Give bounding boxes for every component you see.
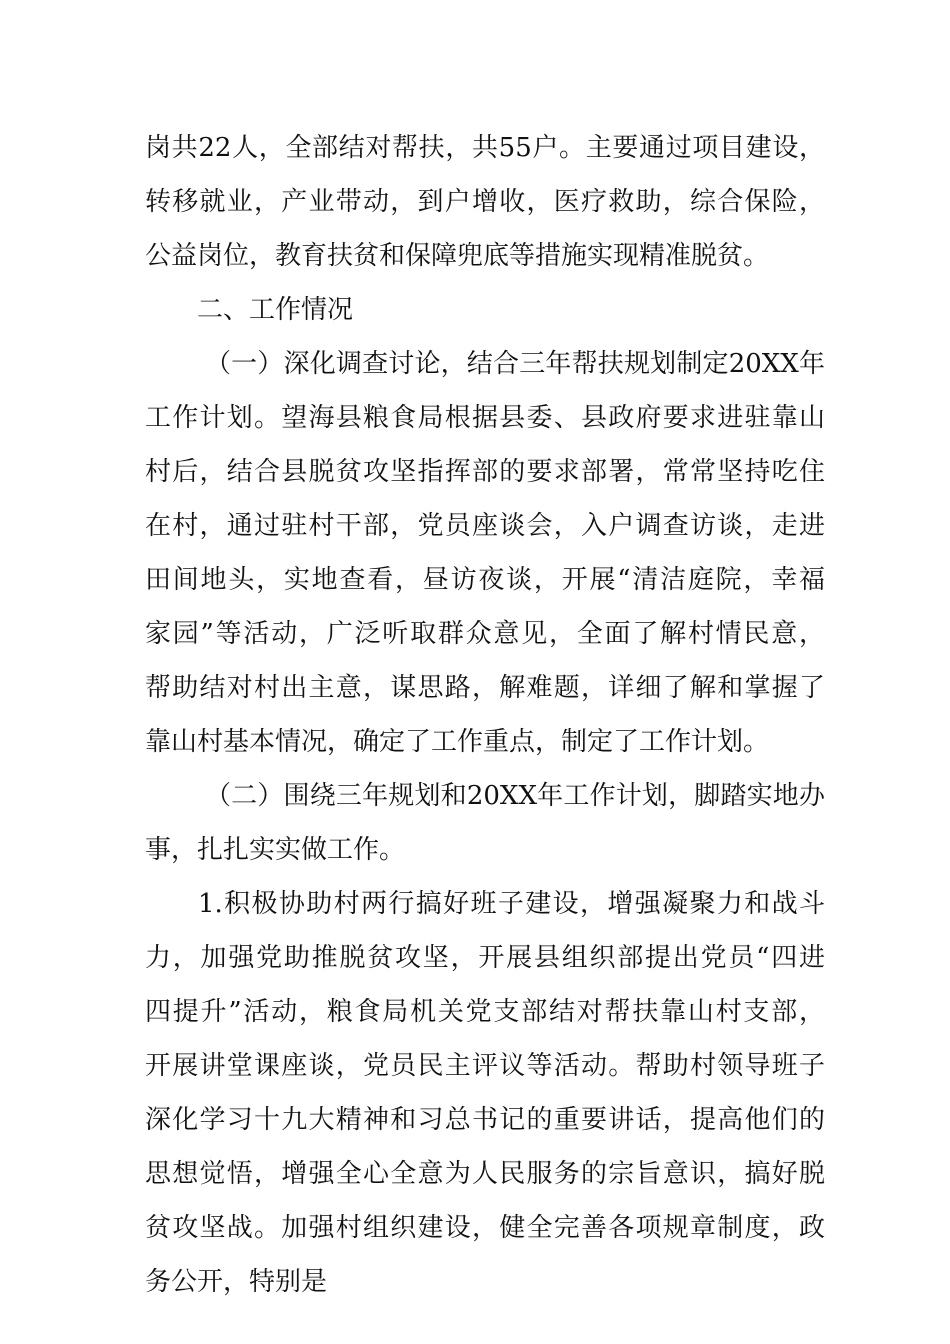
paragraph-line: 事，扎扎实实做工作。	[145, 835, 406, 865]
paragraph-line: 家园”等活动，广泛听取群众意见，全面了解村情民意，	[145, 619, 825, 649]
paragraph-line: 开展讲堂课座谈，党员民主评议等活动。帮助村领导班子	[145, 1051, 825, 1081]
paragraph-line: 四提升”活动，粮食局机关党支部结对帮扶靠山村支部，	[145, 997, 825, 1027]
paragraph-line: 1.积极协助村两行搞好班子建设，增强凝聚力和战斗	[198, 889, 825, 919]
paragraph-line: 田间地头，实地查看，昼访夜谈，开展“清洁庭院，幸福	[145, 565, 825, 595]
section-heading: 二、工作情况	[197, 295, 354, 325]
paragraph-line: 力，加强党助推脱贫攻坚，开展县组织部提出党员“四进	[145, 943, 825, 973]
paragraph-line: 深化学习十九大精神和习总书记的重要讲话，提高他们的	[145, 1105, 825, 1135]
paragraph-line: 务公开，特别是	[145, 1267, 328, 1297]
paragraph-line: （一）深化调查讨论，结合三年帮扶规划制定20XX年	[205, 349, 825, 379]
paragraph-line: （二）围绕三年规划和20XX年工作计划，脚踏实地办	[205, 781, 825, 811]
paragraph-line: 帮助结对村出主意，谋思路，解难题，详细了解和掌握了	[145, 673, 825, 703]
paragraph-line: 转移就业，产业带动，到户增收，医疗救助，综合保险，	[145, 187, 825, 217]
paragraph-line: 村后，结合县脱贫攻坚指挥部的要求部署，常常坚持吃住	[145, 457, 825, 487]
paragraph-line: 靠山村基本情况，确定了工作重点，制定了工作计划。	[145, 727, 770, 757]
paragraph-line: 贫攻坚战。加强村组织建设，健全完善各项规章制度，政	[145, 1213, 825, 1243]
paragraph-line: 公益岗位，教育扶贫和保障兜底等措施实现精准脱贫。	[145, 241, 770, 271]
paragraph-line: 在村，通过驻村干部，党员座谈会，入户调查访谈，走进	[145, 511, 825, 541]
paragraph-line: 思想觉悟，增强全心全意为人民服务的宗旨意识，搞好脱	[145, 1159, 825, 1189]
paragraph-line: 工作计划。望海县粮食局根据县委、县政府要求进驻靠山	[145, 403, 825, 433]
paragraph-line: 岗共22人，全部结对帮扶，共55户。主要通过项目建设，	[145, 133, 825, 163]
